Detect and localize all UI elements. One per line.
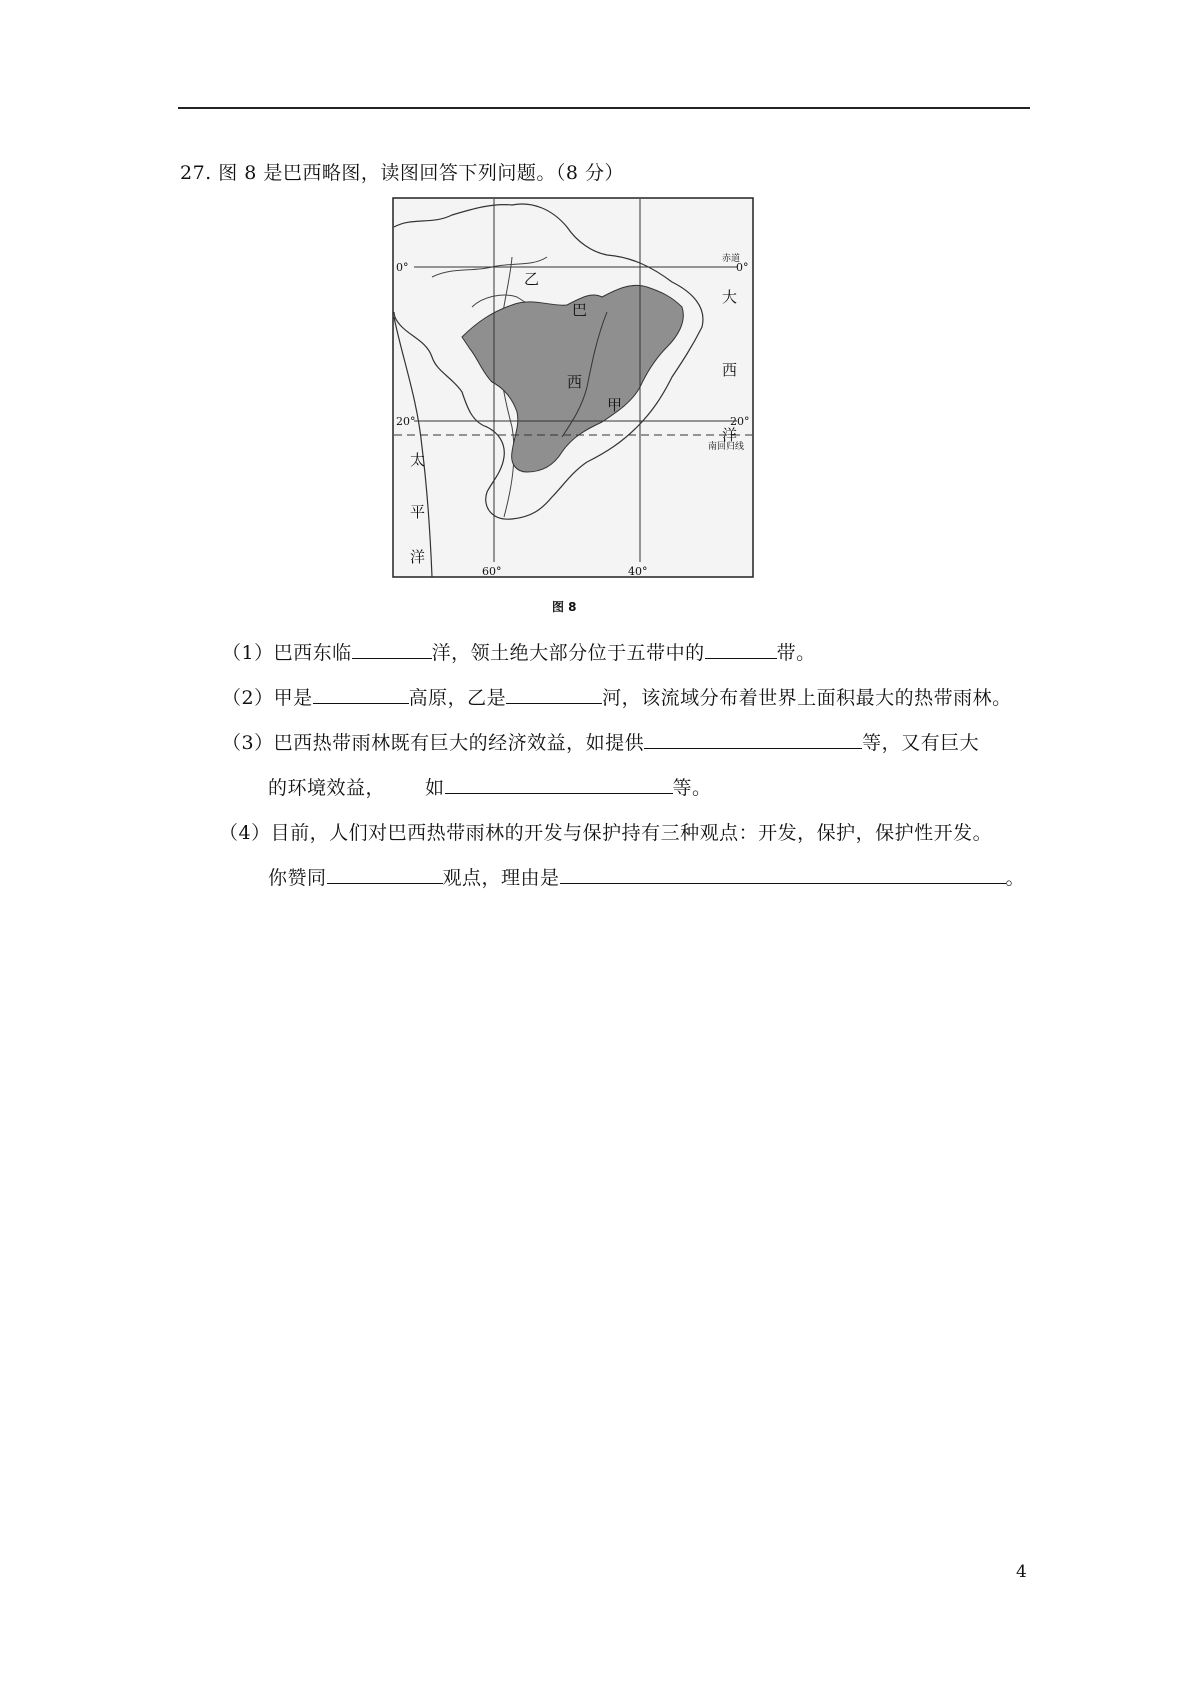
label-yang: 洋 (722, 426, 738, 444)
sub-question-2: （2）甲是 高原，乙是 河，该流域分布着世界上面积最大的热带雨林。 (222, 687, 1012, 709)
header-rule (178, 107, 1030, 109)
label-deg20-left: 20° (396, 415, 416, 428)
sub-question-1: （1）巴西东临 洋，领土绝大部分位于五带中的 带。 (222, 642, 816, 664)
label-jia: 甲 (607, 396, 623, 414)
label-tropic: 南回归线 (708, 442, 745, 452)
answer-blank-3a[interactable] (644, 730, 862, 749)
label-deg0-right: 0° (736, 261, 749, 274)
answer-blank-2a[interactable] (313, 685, 409, 704)
label-xi: 西 (567, 373, 583, 391)
question-number: 27. (180, 162, 212, 184)
question-prompt: 图 8 是巴西略图，读图回答下列问题。（8 分） (218, 162, 625, 184)
sub-question-4-continued: 你赞同 观点，理由是 。 (268, 867, 1026, 889)
brazil-map-figure (392, 197, 754, 578)
sub-question-3-continued: 的环境效益， 如 等。 (268, 777, 712, 799)
label-yang2: 洋 (410, 548, 426, 566)
label-deg40: 40° (628, 565, 648, 578)
label-equator: 赤道 (722, 254, 741, 264)
label-deg20-right: 20° (730, 415, 750, 428)
answer-blank-4b[interactable] (560, 865, 1006, 884)
answer-blank-4a[interactable] (327, 865, 443, 884)
label-xi2: 西 (722, 361, 738, 379)
answer-blank-2b[interactable] (506, 685, 602, 704)
label-yi: 乙 (524, 270, 540, 288)
label-da: 大 (722, 288, 738, 306)
label-ba: 巴 (572, 301, 588, 319)
answer-blank-1a[interactable] (352, 640, 432, 659)
label-deg60: 60° (482, 565, 502, 578)
sub-question-3: （3）巴西热带雨林既有巨大的经济效益，如提供 等，又有巨大 (222, 732, 980, 754)
brazil-map (392, 197, 754, 578)
label-deg0-left: 0° (396, 261, 409, 274)
page-number: 4 (1016, 1562, 1027, 1582)
figure-caption: 图 8 (552, 600, 577, 614)
label-tai: 太 (410, 451, 426, 469)
answer-blank-1b[interactable] (705, 640, 777, 659)
answer-blank-3b[interactable] (445, 775, 673, 794)
label-ping: 平 (410, 503, 426, 521)
question-heading (180, 158, 624, 185)
sub-question-4: （4）目前，人们对巴西热带雨林的开发与保护持有三种观点：开发，保护，保护性开发。 (219, 822, 993, 844)
